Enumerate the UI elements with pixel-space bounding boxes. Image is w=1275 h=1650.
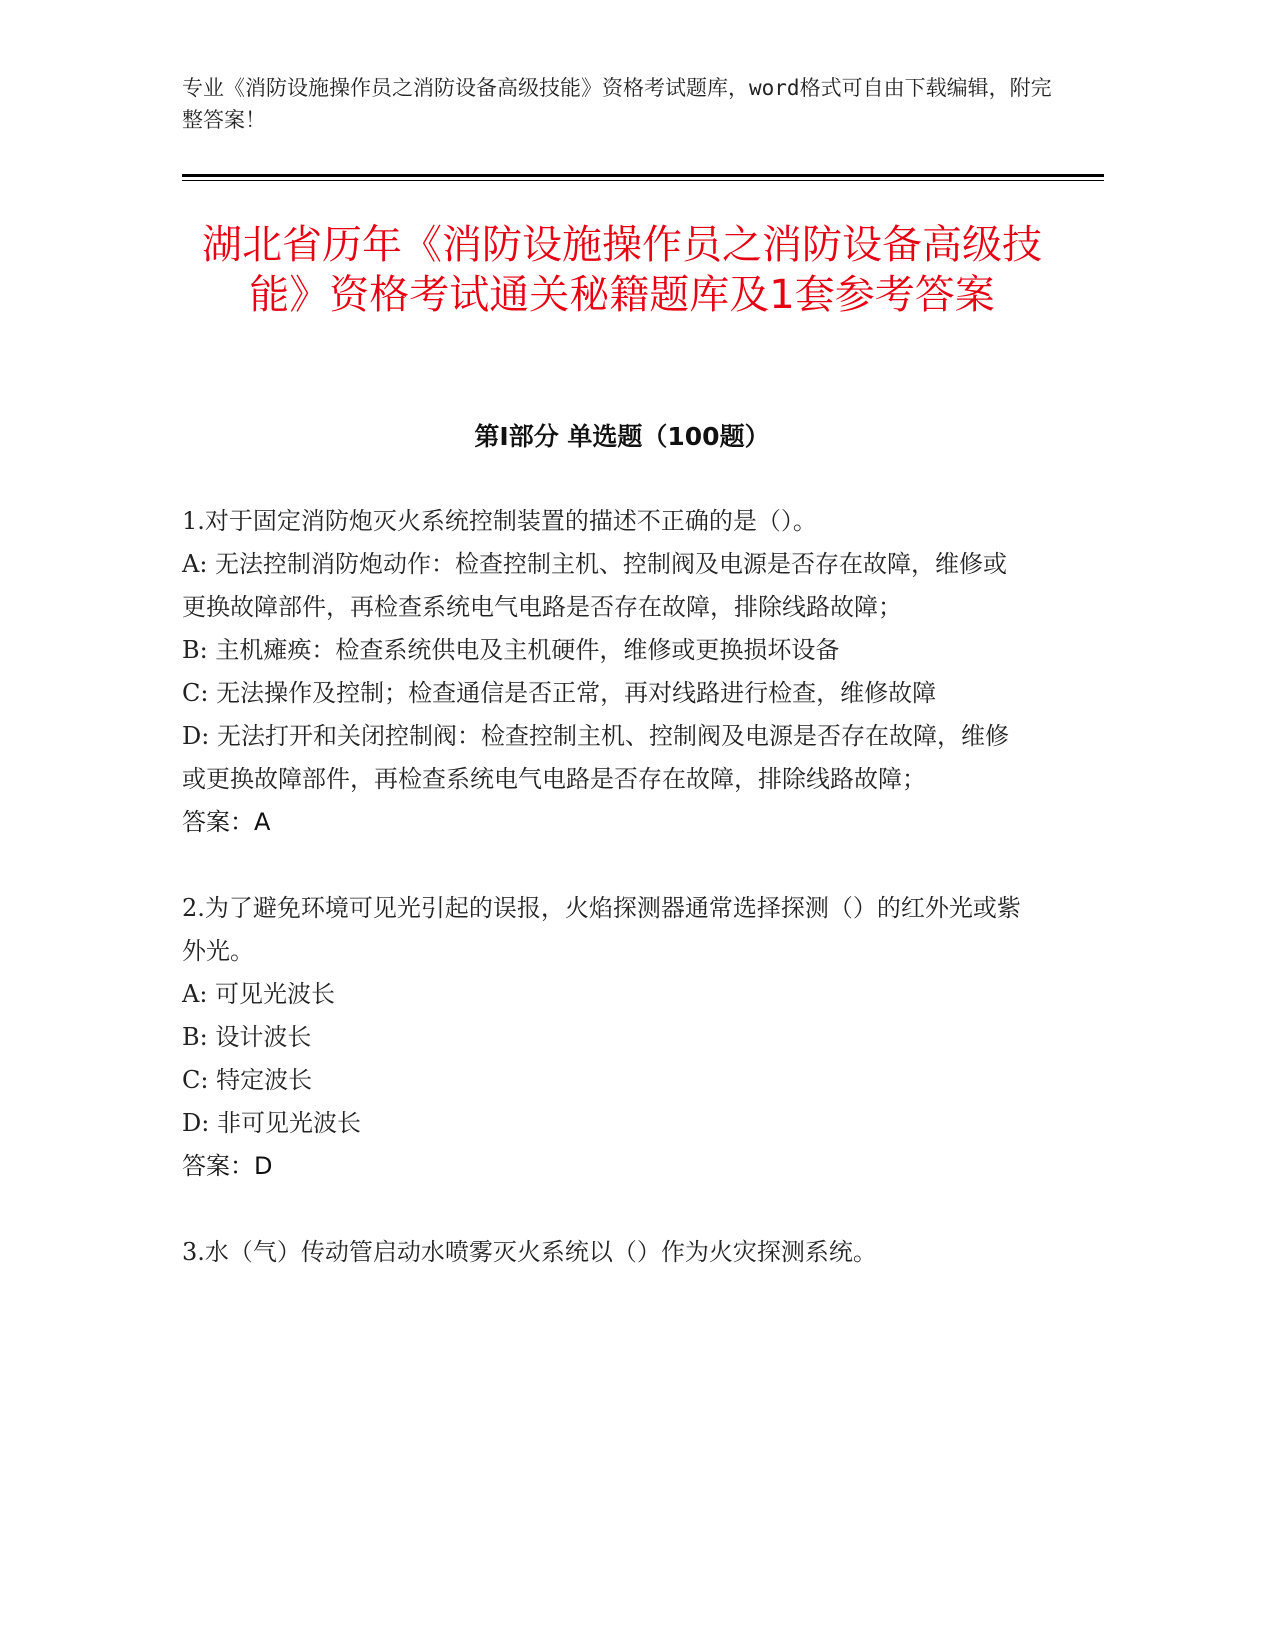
question-3 bbox=[182, 1231, 1027, 1274]
document-title: 湖北省历年《消防设施操作员之消防设备高级技能》资格考试通关秘籍题库及1套参考答案 bbox=[202, 222, 1042, 318]
answer-line: 答案：A bbox=[182, 808, 271, 836]
header-rule-thin bbox=[182, 180, 1104, 181]
question-1 bbox=[182, 500, 1027, 844]
header-rule-thick bbox=[182, 174, 1104, 177]
option-c: C: 特定波长 bbox=[182, 1066, 313, 1094]
option-b: B: 设计波长 bbox=[182, 1023, 312, 1051]
section-heading: 第Ⅰ部分 单选题（100题） bbox=[474, 422, 770, 451]
question-text: 3.水（气）传动管启动水喷雾灭火系统以（）作为火灾探测系统。 bbox=[182, 1238, 877, 1266]
option-a: A: 可见光波长 bbox=[182, 980, 336, 1008]
question-text: 1.对于固定消防炮灭火系统控制装置的描述不正确的是（）。 bbox=[182, 507, 817, 535]
option-b: B: 主机瘫痪：检查系统供电及主机硬件，维修或更换损坏设备 bbox=[182, 636, 840, 664]
option-c: C: 无法操作及控制；检查通信是否正常，再对线路进行检查，维修故障 bbox=[182, 679, 937, 707]
option-d: D: 非可见光波长 bbox=[182, 1109, 361, 1137]
question-text: 2.为了避免环境可见光引起的误报，火焰探测器通常选择探测（）的红外光或紫外光。 bbox=[182, 894, 1021, 965]
question-2 bbox=[182, 887, 1027, 1188]
option-d: D: 无法打开和关闭控制阀：检查控制主机、控制阀及电源是否存在故障，维修或更换故障部件，再检查系统电气电路是否存在故障，排除线路故障； bbox=[182, 722, 1009, 793]
header-note: 专业《消防设施操作员之消防设备高级技能》资格考试题库，word格式可自由下载编辑，附完整答案！ bbox=[182, 76, 1052, 132]
answer-line: 答案：D bbox=[182, 1152, 273, 1180]
question-list bbox=[182, 500, 1027, 1317]
option-a: A: 无法控制消防炮动作：检查控制主机、控制阀及电源是否存在故障，维修或更换故障部件，再检查系统电气电路是否存在故障，排除线路故障； bbox=[182, 550, 1008, 621]
